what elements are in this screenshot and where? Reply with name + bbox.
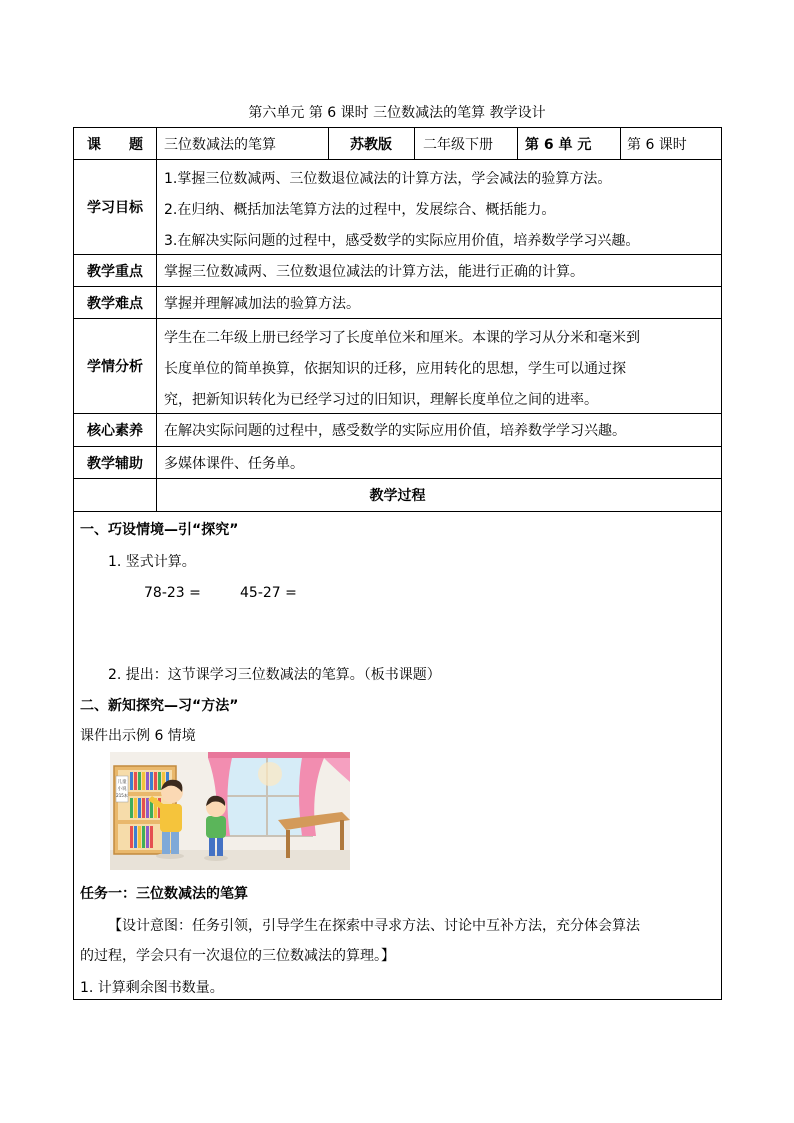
goals-label: 学习目标 [87, 200, 143, 216]
aids-label: 教学辅助 [87, 455, 143, 472]
courseware-note: 课件出示例 6 情境 [80, 728, 196, 744]
unit: 第 6 单 元 [525, 136, 592, 153]
svg-text:小说: 小说 [117, 787, 127, 792]
analysis-line: 长度单位的简单换算，依据知识的迁移，应用转化的思想，学生可以通过探 [164, 361, 626, 377]
difficulty-label: 教学难点 [87, 295, 143, 312]
design-intent: 的过程，学会只有一次退位的三位数减法的算理。】 [80, 948, 395, 964]
goal-item: 2.在归纳、概括加法笔算方法的过程中，发展综合、概括能力。 [164, 202, 556, 218]
section-title: 一、巧设情境—引“探究” [80, 522, 239, 538]
expression: 78-23 = [144, 585, 201, 601]
literacy-label: 核心素养 [87, 423, 143, 439]
difficulty-text: 掌握并理解减加法的验算方法。 [164, 295, 360, 312]
goal-item: 1.掌握三位数减两、三位数退位减法的计算方法，学会减法的验算方法。 [164, 171, 612, 187]
svg-text:215本: 215本 [116, 793, 128, 798]
svg-text:儿童: 儿童 [117, 780, 127, 785]
step-item: 2. 提出：这节课学习三位数减法的笔算。（板书课题） [108, 667, 441, 683]
step-item: 1. 计算剩余图书数量。 [80, 980, 224, 996]
section-title: 二、新知探究—习“方法” [80, 698, 239, 714]
goal-item: 3.在解决实际问题的过程中，感受数学的实际应用价值，培养数学学习兴趣。 [164, 233, 640, 249]
document-title: 第六单元 第 6 课时 三位数减法的笔算 教学设计 [248, 105, 546, 121]
step-item: 1. 竖式计算。 [108, 554, 196, 570]
expression: 45-27 = [240, 585, 297, 601]
aids-text: 多媒体课件、任务单。 [164, 455, 304, 472]
grade: 二年级下册 [423, 136, 493, 153]
analysis-line: 究，把新知识转化为已经学习过的旧知识，理解长度单位之间的进率。 [164, 392, 598, 408]
lesson-number: 第 6 课时 [627, 136, 687, 153]
process-heading: 教学过程 [369, 488, 426, 504]
publisher: 苏教版 [350, 136, 392, 153]
design-intent: 【设计意图：任务引领，引导学生在探索中寻求方法、讨论中互补方法，充分体会算法 [108, 918, 640, 934]
literacy-text: 在解决实际问题的过程中，感受数学的实际应用价值，培养数学学习兴趣。 [164, 423, 626, 439]
task-title: 任务一：三位数减法的笔算 [80, 886, 248, 902]
topic-value: 三位数减法的笔算 [164, 136, 276, 153]
topic-label: 课 题 [87, 136, 143, 153]
example-6-illustration [110, 752, 350, 870]
analysis-line: 学生在二年级上册已经学习了长度单位米和厘米。本课的学习从分米和毫米到 [164, 330, 640, 346]
key-point-label: 教学重点 [87, 263, 143, 280]
analysis-label: 学情分析 [87, 359, 143, 375]
key-point-text: 掌握三位数减两、三位数退位减法的计算方法，能进行正确的计算。 [164, 263, 584, 280]
